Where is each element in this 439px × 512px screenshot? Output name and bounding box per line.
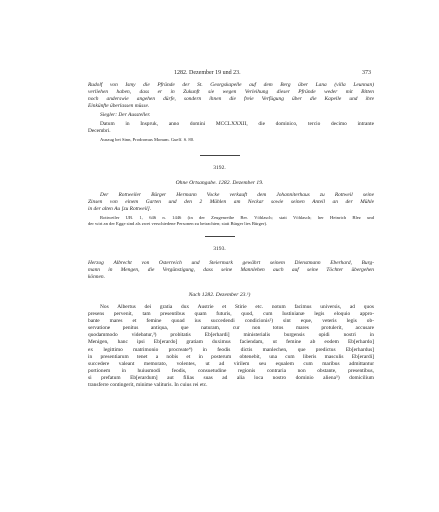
page-number: 373: [362, 70, 371, 76]
entry-prev-auszug-block: [88, 137, 374, 143]
summary-line: Herzog Albrecht von Österreich und Steiermark gewährt seinem Dienstmann Eberhard, Burg-: [88, 260, 374, 266]
text-line: Nos Albertus dei gratia dux Austrie et Stirie etc. notum facimus universis, ad quos: [100, 304, 374, 310]
summary-line: mann in Mengen, die Vergünstigung, dass seine Mannlehen auch auf seine Töchter übergehen: [88, 267, 374, 274]
entry-3193-date: Nach 1282. Dezember 23.¹): [188, 292, 251, 298]
entry-number-3193: 3193.: [213, 246, 226, 252]
entry-prev-line: Rudolf von Ismy die Pfründe der St. Georgskapelle auf dem Berg über Lana (villa Leunnan): [88, 82, 374, 88]
entry-prev-siegler-block: [88, 112, 374, 119]
entry-prev-line: Einkünfte überlassen müsse.: [88, 103, 150, 110]
entry-3192-summary: [88, 192, 374, 213]
summary-line: Der Rottweiler Bürger Hermann Vocke verkauft dem Johanniterhaus zu Rottweil seine: [100, 192, 374, 198]
summary-line: in der alten Au [zu Rottweil].: [88, 206, 152, 213]
entry-3192-date: Ohne Ortsangabe. 1282. Dezember 19.: [175, 180, 264, 186]
datum-line: Datum in Inspruk, anno domini MCCLXXXII, die dominico, tercio decimo intrante: [100, 121, 374, 127]
section-divider: [205, 236, 235, 237]
datum-line: Decembri.: [88, 128, 111, 135]
summary-line: können.: [88, 274, 105, 281]
text-line: Menigen, hanc ipsi Eb[erardo] gratiam duximus faciendam, ut femine ab eodem Eb[erhardo]: [88, 339, 374, 346]
entry-prev-summary: [88, 82, 374, 110]
text-line: ex legittimo matrimonio procreate⁴) in feodis dictis manlechen, que predictus Eb[erhardus]: [88, 346, 374, 353]
entry-3192-source: [88, 215, 374, 227]
text-line: presens pervenit, tam presentibus quam futuris, quod, cum Iustinianæ legis eloquio appro-: [88, 311, 374, 318]
text-line: si prefatum Eb[erardum] aut filias suas ad alia loca nostro dominio aliena⁵) domicilium: [88, 374, 374, 381]
text-line: quodammodo videbatur,³) probitatis Eb[erhardi] ministerialis burgensis opidi nostri in: [88, 332, 374, 339]
auszug-line: Auszug bei Sinn, Prodromus Monum. Guelf. S. 80.: [100, 137, 195, 142]
summary-line: Zinsen von einem Garten und den 2 Mühlen am Neckar sowie seinen Anteil an der Mühle: [88, 199, 374, 206]
text-line: bante mares et femine quoad ius succedendi condicionis²) sint eque, veteris legis ob-: [88, 318, 374, 325]
entry-prev-datum: [88, 121, 374, 135]
text-line: succedere valeant memorato, volentes, ut ad virilem seu equalem cum maribus admittantur: [88, 360, 374, 367]
text-line: in presentiarum tenet a nobis et in posterum obtenebit, una cum liberis masculis Eb[erardi]: [88, 353, 374, 360]
entry-prev-line: verliehen haben, dass er in Zukunft sie wegen Verleihung dieser Pfründe weder mit Bitten: [88, 89, 374, 96]
entry-prev-line: noch anderswie angehen dürfe, sondern ihnen die freie Verfügung über die Kapelle und ihre: [88, 96, 374, 103]
entry-3193-text: [88, 304, 374, 389]
source-line: der wirt an der Egge sind als zwei verschiedene Personen zu betrachten; statt Bürger lies Bürger).: [88, 221, 268, 226]
running-header-date: 1282. Dezember 19 und 23.: [174, 70, 241, 76]
text-line: transferre contingerit, minime valituris. In cuius rei etc.: [88, 382, 208, 389]
source-line: Rottweiler UB. 1, 646 n. 1446 (in der Zeugenreihe Ber. Vöhlasch; statt Vöhlasch; her Heinrich Blez und: [100, 215, 374, 220]
siegler-line: Siegler: Der Aussteller.: [100, 112, 151, 118]
section-divider: [200, 155, 240, 156]
entry-number-3192: 3192.: [213, 165, 226, 171]
text-line: servatione penitus antiqua, que naturam, cur non totos mares protulerit, accusare: [88, 325, 374, 332]
text-line: portionem in huiusmodi feodis, consuetudine regionis contraria non obstante, presentibus,: [88, 367, 374, 374]
entry-3193-summary: [88, 260, 374, 281]
